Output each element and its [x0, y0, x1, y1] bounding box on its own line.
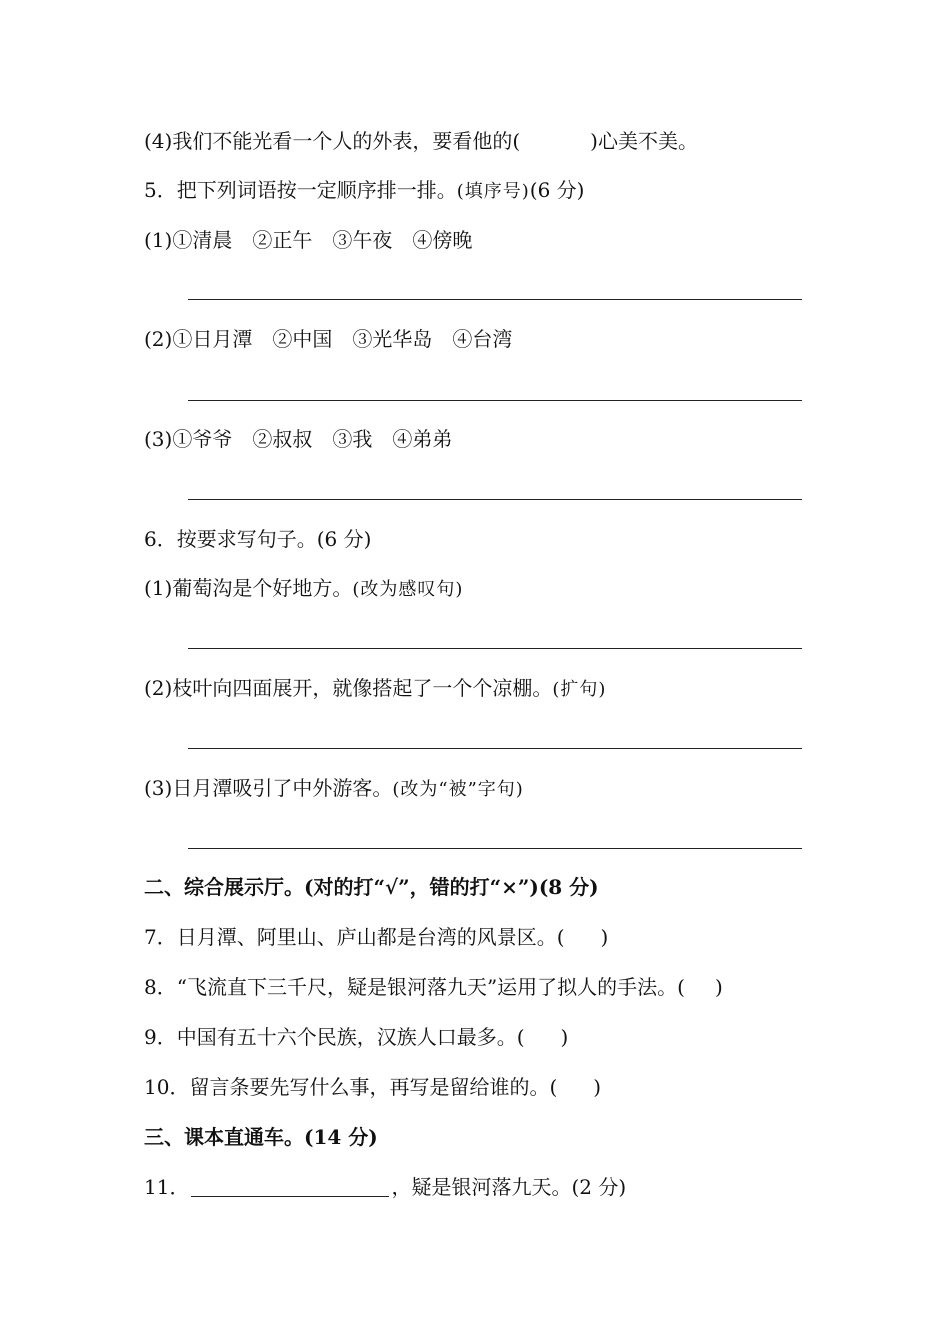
question-note: (填序号): [456, 181, 530, 202]
section-3-heading: 三、课本直通车。(14 分): [144, 1125, 378, 1149]
judge-item-7: [144, 924, 608, 950]
question-11: [144, 1174, 626, 1200]
question-text: (3)日月潭吸引了中外游客。: [144, 776, 393, 800]
question-number: 11．: [144, 1175, 190, 1199]
question-score: (6 分): [529, 178, 585, 202]
question-text: (1)葡萄沟是个好地方。: [144, 576, 353, 600]
question-note: (扩句): [552, 679, 607, 700]
question-text: (4)我们不能光看一个人的外表，要看他的(: [144, 129, 521, 153]
question-6-item-2: [144, 675, 606, 703]
answer-line[interactable]: [188, 400, 802, 401]
question-5-title: [144, 177, 584, 205]
question-note: (改为感叹句): [352, 579, 464, 600]
question-6-item-1: [144, 575, 463, 603]
judge-item-9: [144, 1024, 568, 1050]
question-text: 8．“飞流直下三千尺，疑是银河落九天”运用了拟人的手法。(: [144, 975, 685, 999]
answer-line[interactable]: [188, 648, 802, 649]
close-paren: ): [714, 975, 723, 999]
question-5-item-3: (3)①爷爷 ②叔叔 ③我 ④弟弟: [144, 427, 453, 451]
close-paren: ): [600, 925, 609, 949]
question-text: (2)枝叶向四面展开，就像搭起了一个个凉棚。: [144, 676, 553, 700]
judge-item-8: [144, 974, 723, 1000]
answer-line[interactable]: [188, 848, 802, 849]
answer-line[interactable]: [188, 499, 802, 500]
question-text: 9．中国有五十六个民族，汉族人口最多。(: [144, 1025, 525, 1049]
question-6-title: 6．按要求写句子。(6 分): [144, 527, 372, 551]
question-4-item-4: [144, 128, 698, 154]
section-2-heading: 二、综合展示厅。(对的打“√”，错的打“×”)(8 分): [144, 875, 599, 899]
question-note: (改为“被”字句): [392, 779, 524, 800]
question-text: 10．留言条要先写什么事，再写是留给谁的。(: [144, 1075, 558, 1099]
judge-item-10: [144, 1074, 601, 1100]
close-paren: ): [560, 1025, 569, 1049]
question-text-after: ，疑是银河落九天。(2 分): [391, 1175, 627, 1199]
question-text-after: )心美不美。: [590, 129, 698, 153]
question-5-item-2: (2)①日月潭 ②中国 ③光华岛 ④台湾: [144, 327, 513, 351]
answer-line[interactable]: [188, 748, 802, 749]
close-paren: ): [593, 1075, 602, 1099]
question-5-item-1: (1)①清晨 ②正午 ③午夜 ④傍晚: [144, 228, 473, 252]
fill-in-blank[interactable]: [191, 1176, 389, 1197]
question-6-item-3: [144, 775, 524, 803]
question-text: 7．日月潭、阿里山、庐山都是台湾的风景区。(: [144, 925, 565, 949]
answer-line[interactable]: [188, 299, 802, 300]
question-title: 5．把下列词语按一定顺序排一排。: [144, 178, 457, 202]
